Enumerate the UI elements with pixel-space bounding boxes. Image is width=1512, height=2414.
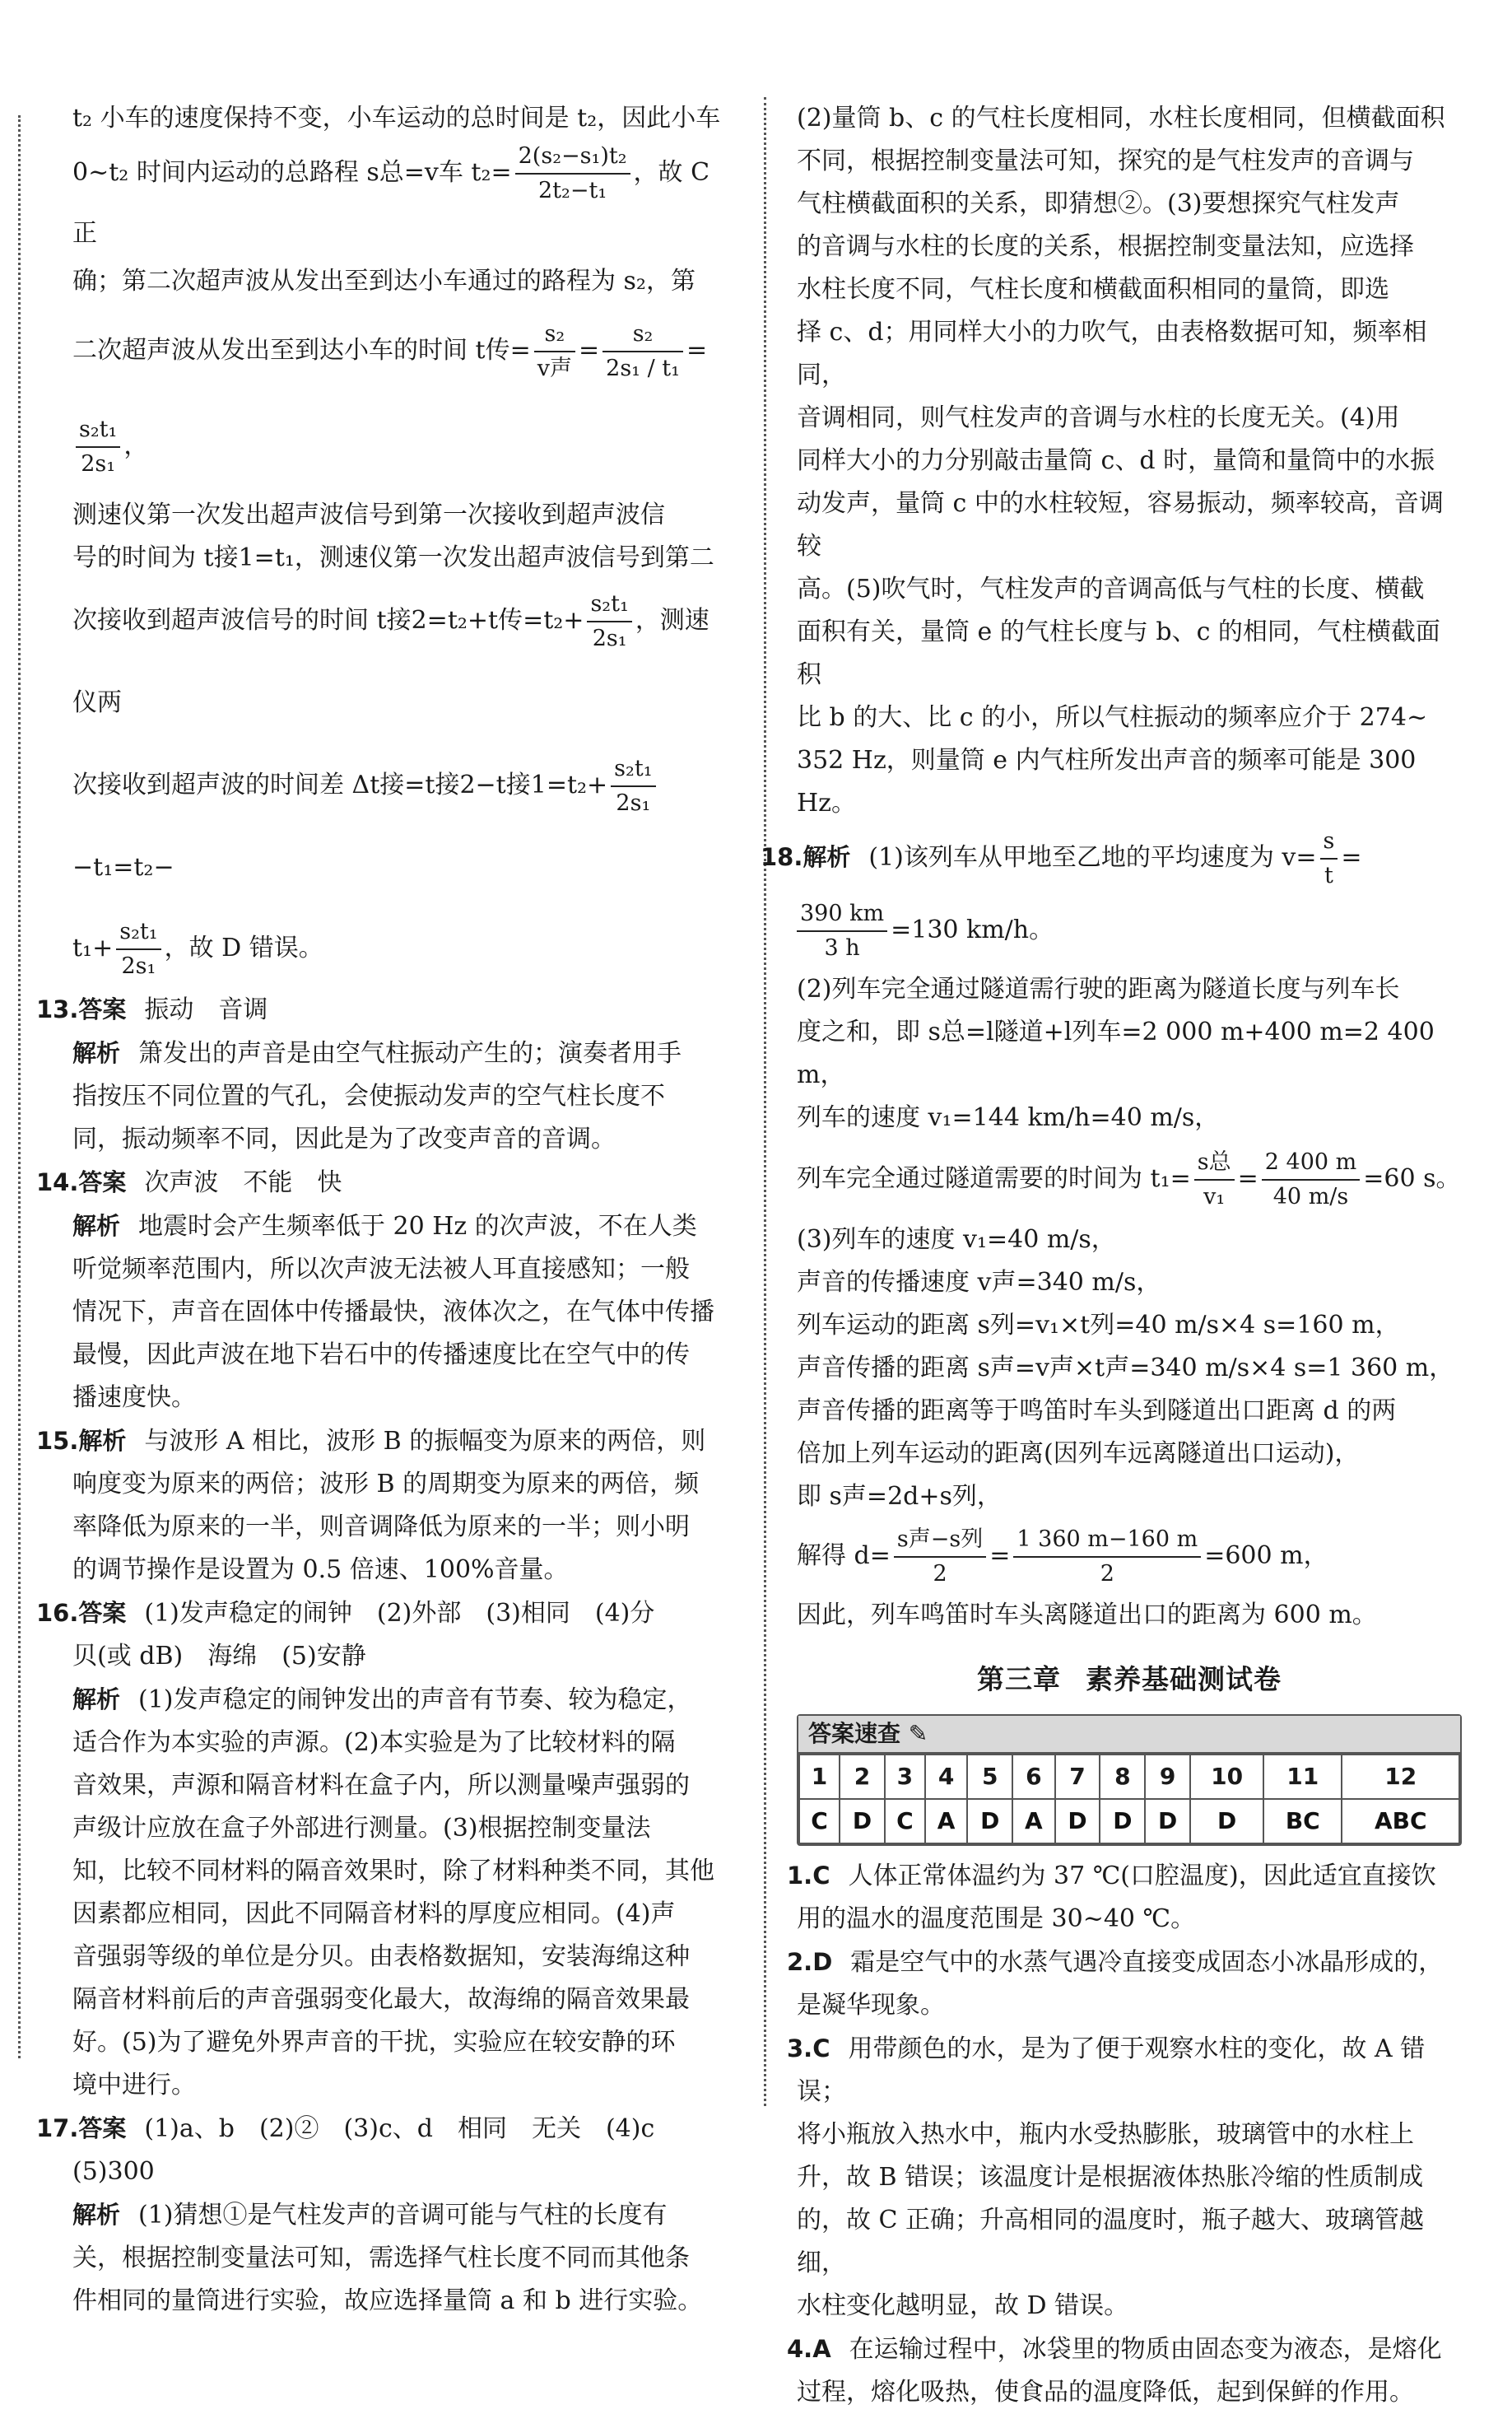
table-cell: 11 (1263, 1755, 1342, 1799)
table-cell: 3 (885, 1755, 925, 1799)
table-cell: 5 (967, 1755, 1012, 1799)
text-line: 同样大小的力分别敲击量筒 c、d 时，量筒和量筒中的水振 (797, 446, 1435, 475)
q15-analysis: 15.解析 与波形 A 相比，波形 B 的振幅变为原来的两倍，则 (36, 1427, 706, 1456)
text-line: 度之和，即 s总=l隧道+l列车=2 000 m+400 m=2 400 m， (797, 1018, 1435, 1089)
text-line: 指按压不同位置的气孔，会使振动发声的空气柱长度不 (72, 1082, 665, 1111)
text-line: 好。(5)为了避免外界声音的干扰，实验应在较安静的环 (72, 2028, 676, 2057)
table-cell: A (925, 1799, 967, 1843)
text-line: 知，比较不同材料的隔音效果时，除了材料种类不同，其他 (72, 1857, 714, 1885)
text-line: 水柱长度不同，气柱长度和横截面积相同的量筒，即选 (797, 275, 1389, 304)
item-4: 4.A 在运输过程中，冰袋里的物质由固态变为液态，是熔化 (787, 2335, 1442, 2364)
text-line: 声级计应放在盒子外部进行测量。(3)根据控制变量法 (72, 1814, 651, 1843)
q14-answer: 14.答案 次声波 不能 快 (36, 1168, 342, 1197)
q18-analysis: 18.解析 (1)该列车从甲地至乙地的平均速度为 v= $\frac{s}{t}$ = (797, 825, 1462, 892)
fraction: $\frac{\text{s₂t₁}}{\text{2s₁}}$ (611, 753, 655, 820)
text-line: (2)列车完全通过隧道需行驶的距离为隧道长度与列车长 (797, 975, 1400, 1004)
right-column (761, 97, 1462, 2414)
text-line: 352 Hz，则量筒 e 内气柱所发出声音的频率可能是 300 Hz。 (797, 746, 1417, 818)
left-column (36, 97, 731, 2323)
fraction: $\frac{390 km}{3 h}$ (797, 897, 887, 965)
text-line: 隔音材料前后的声音强弱变化最大，故海绵的隔音效果最 (72, 1985, 690, 2014)
table-cell: 4 (925, 1755, 967, 1799)
table-cell: A (1012, 1799, 1054, 1843)
table-cell: 9 (1145, 1755, 1190, 1799)
table-cell: ABC (1342, 1799, 1459, 1843)
text-line: 水柱变化越明显，故 D 错误。 (797, 2291, 1129, 2320)
table-cell: 7 (1055, 1755, 1100, 1799)
q17-analysis: 解析 (1)猜想①是气柱发声的音调可能与气柱的长度有 (72, 2201, 668, 2230)
formula-line: 二次超声波从发出至到达小车的时间 t传= s₂ v声 = $\frac{\text{s₂}}{\text{2s₁ / t₁}}$ = $\frac{\text{s₂t₁}}{\text{2s₁}}$ ， (72, 303, 731, 494)
table-cell: 6 (1012, 1755, 1054, 1799)
text-line: 面积有关，量筒 e 的气柱长度与 b、c 的相同，气柱横截面积 (797, 617, 1440, 689)
formula-line: 次接收到超声波信号的时间 t接2=t₂+t传=t₂+ $\frac{\text{s₂t₁}}{\text{2s₁}}$ ，测速仪两 (72, 580, 731, 744)
text-line: 气柱横截面积的关系，即猜想②。(3)要想探究气柱发声 (797, 189, 1400, 218)
formula-line: 0~t₂ 时间内运动的总路程 s总=v车 t₂= $\frac{\text{2(s₂−s₁)t₂}}{\text{2t₂−t₁}}$ ，故 C 正 (72, 140, 731, 260)
formula-line: t₁+ $\frac{\text{s₂t₁}}{\text{2s₁}}$ ，故 D 错误。 (72, 909, 731, 988)
item-2: 2.D 霜是空气中的水蒸气遇冷直接变成固态小冰晶形成的， (787, 1948, 1444, 1977)
text-line: 不同，根据控制变量法可知，探究的是气柱发声的音调与 (797, 147, 1414, 175)
table-cell: 8 (1100, 1755, 1145, 1799)
text-line: 适合作为本实验的声源。(2)本实验是为了比较材料的隔 (72, 1728, 676, 1757)
table-cell: C (885, 1799, 925, 1843)
item-3: 3.C 用带颜色的水，是为了便于观察水柱的变化，故 A 错误； (787, 2034, 1426, 2106)
text-line: 过程，熔化吸热，使食品的温度降低，起到保鲜的作用。 (797, 2378, 1414, 2407)
table-cell: D (1100, 1799, 1145, 1843)
text-line: 最慢，因此声波在地下岩石中的传播速度比在空气中的传 (72, 1340, 690, 1369)
text-line: 升，故 B 错误；该温度计是根据液体热胀冷缩的性质制成 (797, 2163, 1424, 2192)
text-line: 比 b 的大、比 c 的小，所以气柱振动的频率应介于 274~ (797, 703, 1428, 732)
text-line: 确；第二次超声波从发出至到达小车通过的路程为 s₂，第 (72, 267, 696, 296)
q16-analysis: 解析 (1)发声稳定的闹钟发出的声音有节奏、较为稳定， (72, 1685, 692, 1714)
text-line: 声音的传播速度 v声=340 m/s， (797, 1268, 1161, 1297)
text-line: 将小瓶放入热水中，瓶内水受热膨胀，玻璃管中的水柱上 (797, 2120, 1414, 2149)
text-line: 声音传播的距离等于鸣笛时车头到隧道出口距离 d 的两 (797, 1396, 1397, 1425)
table-cell: BC (1263, 1799, 1342, 1843)
text-line: 择 c、d；用同样大小的力吹气，由表格数据可知，频率相同， (797, 318, 1427, 389)
q13-analysis: 解析 箫发出的声音是由空气柱振动产生的；演奏者用手 (72, 1039, 682, 1068)
fraction: s总 v₁ (1194, 1146, 1235, 1214)
answer-table-answers (799, 1799, 1459, 1843)
fraction: $\frac{s}{t}$ (1320, 825, 1338, 892)
q13-answer: 13.答案 振动 音调 (36, 995, 268, 1024)
fraction: $\frac{\text{2(s₂−s₁)t₂}}{\text{2t₂−t₁}}$ (515, 140, 630, 207)
table-cell: 10 (1190, 1755, 1263, 1799)
q16-answer: 16.答案 (1)发声稳定的闹钟 (2)外部 (3)相同 (4)分 (36, 1599, 655, 1628)
left-margin-line (18, 115, 21, 2058)
center-divider (764, 97, 766, 2106)
text-line: 同，振动频率不同，因此是为了改变声音的音调。 (72, 1125, 616, 1153)
fraction: $\frac{1 360 m-160 m}{2}$ (1013, 1523, 1201, 1591)
text-line: 是凝华现象。 (797, 1991, 945, 2020)
text-line: 声音传播的距离 s声=v声×t声=340 m/s×4 s=1 360 m， (797, 1354, 1454, 1382)
text-line: 列车的速度 v₁=144 km/h=40 m/s， (797, 1103, 1220, 1132)
fraction: $\frac{\text{s₂}}{\text{2s₁ / t₁}}$ (602, 318, 683, 385)
text-line: 境中进行。 (72, 2071, 196, 2099)
text-line: 音调相同，则气柱发声的音调与水柱的长度无关。(4)用 (797, 403, 1400, 432)
text-line: 高。(5)吹气时，气柱发声的音调高低与气柱的长度、横截 (797, 575, 1425, 604)
text-line: 因此，列车鸣笛时车头离隧道出口的距离为 600 m。 (797, 1601, 1377, 1629)
text-line: 音效果，声源和隔音材料在盒子内，所以测量噪声强弱的 (72, 1771, 690, 1800)
formula-line: 列车完全通过隧道需要的时间为 t₁= s总 v₁ = $\frac{2 400 m}{40 m/s}$ =60 s。 (797, 1139, 1462, 1219)
fraction: $\frac{2 400 m}{40 m/s}$ (1262, 1146, 1360, 1214)
item-1: 1.C 人体正常体温约为 37 ℃(口腔温度)，因此适宜直接饮 (787, 1862, 1436, 1890)
table-cell: 1 (799, 1755, 840, 1799)
text-line: 因素都应相同，因此不同隔音材料的厚度应相同。(4)声 (72, 1899, 676, 1928)
text-line: 的，故 C 正确；升高相同的温度时，瓶子越大、玻璃管越细， (797, 2206, 1425, 2277)
text-line: 号的时间为 t接1=t₁，测速仪第一次发出超声波信号到第二 (72, 543, 714, 572)
text-line: 率降低为原来的一半，则音调降低为原来的一半；则小明 (72, 1512, 690, 1541)
table-cell: 12 (1342, 1755, 1459, 1799)
formula-line: 次接收到超声波的时间差 Δt接=t接2−t接1=t₂+ $\frac{\text{s₂t₁}}{\text{2s₁}}$ −t₁=t₂− (72, 744, 731, 909)
text-line: (5)300 (72, 2157, 155, 2186)
text-line: 响度变为原来的两倍；波形 B 的周期变为原来的两倍，频 (72, 1470, 700, 1498)
text-line: 情况下，声音在固体中传播最快，液体次之，在气体中传播 (72, 1298, 714, 1326)
table-cell: D (840, 1799, 885, 1843)
text-line: t₂ 小车的速度保持不变，小车运动的总时间是 t₂，因此小车 (72, 104, 721, 133)
q14-analysis: 解析 地震时会产生频率低于 20 Hz 的次声波，不在人类 (72, 1212, 697, 1241)
answer-quick-check-title: 答案速查 ✎ (798, 1716, 1460, 1754)
text-line: 关，根据控制变量法可知，需选择气柱长度不同而其他条 (72, 2244, 690, 2272)
text-line: (2)量筒 b、c 的气柱长度相同，水柱长度相同，但横截面积 (797, 104, 1445, 133)
table-cell: D (1190, 1799, 1263, 1843)
text-line: 用的温水的温度范围是 30~40 ℃。 (797, 1904, 1196, 1933)
answer-table (798, 1754, 1460, 1844)
text-line: 动发声，量筒 c 中的水柱较短，容易振动，频率较高，音调较 (797, 489, 1444, 561)
q17-answer: 17.答案 (1)a、b (2)② (3)c、d 相同 无关 (4)c (36, 2114, 655, 2143)
table-cell: 2 (840, 1755, 885, 1799)
text-line: 件相同的量筒进行实验，故应选择量筒 a 和 b 进行实验。 (72, 2286, 703, 2315)
pencil-icon: ✎ (908, 1720, 928, 1747)
fraction: $\frac{\text{s₂t₁}}{\text{2s₁}}$ (76, 413, 120, 481)
answer-quick-check (797, 1714, 1462, 1846)
formula-line: $\frac{390 km}{3 h}$ =130 km/h。 (797, 892, 1462, 968)
text-line: 音强弱等级的单位是分贝。由表格数据知，安装海绵这种 (72, 1942, 690, 1971)
text-line: 播速度快。 (72, 1383, 196, 1412)
text-line: (3)列车的速度 v₁=40 m/s， (797, 1225, 1116, 1254)
text-line: 的音调与水柱的长度的关系，根据控制变量法知，应选择 (797, 232, 1414, 261)
formula-line: 解得 d= s声−s列 2 = $\frac{1 360 m-160 m}{2}$ =600 m， (797, 1518, 1462, 1594)
fraction: s₂ v声 (534, 318, 575, 385)
text-line: 列车运动的距离 s列=v₁×t列=40 m/s×4 s=160 m， (797, 1311, 1400, 1340)
text-line: 听觉频率范围内，所以次声波无法被人耳直接感知；一般 (72, 1255, 690, 1284)
table-cell: C (799, 1799, 840, 1843)
chapter-title: 第三章 素养基础测试卷 (977, 1663, 1282, 1695)
fraction: $\frac{\text{s₂t₁}}{\text{2s₁}}$ (116, 916, 161, 983)
table-cell: D (1055, 1799, 1100, 1843)
text-line: 倍加上列车运动的距离(因列车远离隧道出口运动)， (797, 1439, 1360, 1468)
text-line: 测速仪第一次发出超声波信号到第一次接收到超声波信 (72, 501, 665, 529)
answer-table-numbers (799, 1755, 1459, 1799)
fraction: s声−s列 2 (894, 1523, 986, 1591)
table-cell: D (1145, 1799, 1190, 1843)
table-cell: D (967, 1799, 1012, 1843)
text-line: 贝(或 dB) 海绵 (5)安静 (72, 1642, 366, 1671)
fraction: $\frac{\text{s₂t₁}}{\text{2s₁}}$ (587, 588, 631, 655)
text-line: 的调节操作是设置为 0.5 倍速、100%音量。 (72, 1555, 569, 1584)
text-line: 即 s声=2d+s列， (797, 1482, 1002, 1511)
